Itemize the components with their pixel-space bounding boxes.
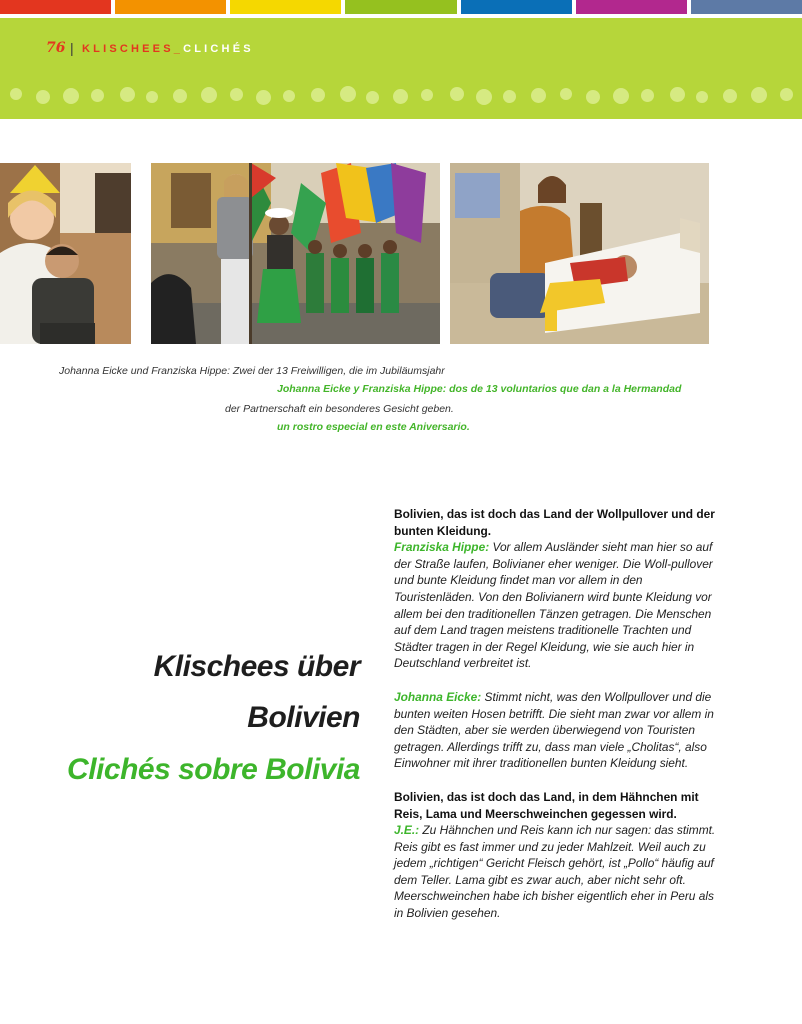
decorative-dot <box>613 88 629 104</box>
speaker-franziska: Franziska Hippe: <box>394 540 493 555</box>
qa-block-2 <box>394 689 716 772</box>
decorative-dot <box>780 88 793 101</box>
speaker-johanna: Johanna Eicke: <box>394 689 485 704</box>
decorative-dot <box>230 88 243 101</box>
decorative-dot <box>201 87 217 103</box>
speaker-je: J.E.: <box>394 823 423 838</box>
photo-street-procession <box>151 163 440 344</box>
stripe-slate <box>691 0 802 14</box>
stripe-green <box>345 0 456 14</box>
stripe-yellow <box>230 0 341 14</box>
answer-3: Zu Hähnchen und Reis kann ich nur sagen: das stimmt. Reis gibt es fast immer und zu jeder Mahlzeit. Weil auch zu jedem „richtigen“ Gericht Fleisch gehört, ist „Pollo“ häufig auf dem Teller. Lama gibt es zwar auch, aber nicht sehr oft. Meerschweinchen habe ich bisher eigentlich eher in Peru als in Bolivien gesehen. <box>394 823 716 921</box>
color-stripes <box>0 0 802 14</box>
decorative-dot <box>91 89 104 102</box>
page-header <box>0 18 802 119</box>
decorative-dot <box>63 88 79 104</box>
decorative-dot <box>503 90 516 103</box>
page-number: 76 <box>46 40 66 56</box>
decorative-dot <box>36 90 50 104</box>
header-separator: | <box>70 40 74 56</box>
decorative-dot <box>641 89 654 102</box>
photo-volunteer-with-child <box>450 163 709 344</box>
article-body <box>394 506 716 939</box>
decorative-dot <box>340 86 356 102</box>
section-title-es: CLICHÉS <box>183 43 254 55</box>
decorative-dot <box>120 87 135 102</box>
question-1: Bolivien, das ist doch das Land der Wollpullover und der bunten Kleidung. <box>394 507 715 538</box>
question-2: Bolivien, das ist doch das Land, in dem Hähnchen mit Reis, Lama und Meerschweinchen gegessen wird. <box>394 789 699 821</box>
photo-mother-child <box>0 163 131 344</box>
decorative-dot <box>560 88 572 100</box>
decorative-dot <box>723 89 737 103</box>
section-title-separator: _ <box>173 43 184 55</box>
section-title-de: KLISCHEES <box>82 43 174 55</box>
decorative-dot <box>476 89 492 105</box>
section-title <box>82 43 254 55</box>
decorative-dot <box>366 91 379 104</box>
decorative-dot <box>670 87 685 102</box>
decorative-dot <box>393 89 408 104</box>
answer-1: Vor allem Ausländer sieht man hier so auf der Straße laufen, Bolivianer eher weniger. Die Woll-pullover und bunte Kleidung findet man vor allem in den Touristenläden. Von den Bolivianern wird bunte Kleidung vor allem bei den traditionellen Tänzen getragen. Die Menschen auf dem Land tragen meistens traditionelle Trachten und Städter tragen in der Regel Kleidung, wie sie auch hier in Deutschland verbreitet ist. <box>394 540 713 671</box>
decorative-dot <box>450 87 464 101</box>
decorative-dot <box>283 90 295 102</box>
decorative-dot <box>256 90 271 105</box>
decorative-dot <box>531 88 546 103</box>
decorative-dot <box>751 87 767 103</box>
decorative-dot-row <box>0 86 802 114</box>
stripe-blue <box>461 0 572 14</box>
caption-de-line-2: der Partnerschaft ein besonderes Gesicht geben. <box>225 403 454 415</box>
answer-2: Stimmt nicht, was den Wollpullover und die bunten weiten Hosen betrifft. Die sieht man zwar vor allem in den Städten, aber sie werden überwiegend von Touristen getragen. Allerdings trifft zu, dass man viele „Cholitas“, also Einwohner mit ihrer traditionellen bunten Kleidung sieht. <box>394 689 714 771</box>
stripe-orange <box>115 0 226 14</box>
decorative-dot <box>173 89 187 103</box>
qa-block-1 <box>394 506 716 672</box>
caption-es-line-2: un rostro especial en este Aniversario. <box>277 421 470 433</box>
article-title-de-line-1: Klischees über <box>153 650 360 683</box>
article-title-de-line-2: Bolivien <box>247 701 360 734</box>
stripe-red <box>0 0 111 14</box>
qa-block-3 <box>394 789 716 922</box>
decorative-dot <box>586 90 600 104</box>
decorative-dot <box>421 89 433 101</box>
decorative-dot <box>10 88 22 100</box>
caption-es-line-1: Johanna Eicke y Franziska Hippe: dos de 13 voluntarios que dan a la Hermandad <box>277 383 682 395</box>
decorative-dot <box>146 91 158 103</box>
decorative-dot <box>311 88 325 102</box>
decorative-dot <box>696 91 708 103</box>
caption-de-line-1: Johanna Eicke und Franziska Hippe: Zwei der 13 Freiwilligen, die im Jubiläumsjahr <box>59 365 445 377</box>
stripe-magenta <box>576 0 687 14</box>
article-title-es: Clichés sobre Bolivia <box>67 753 360 786</box>
